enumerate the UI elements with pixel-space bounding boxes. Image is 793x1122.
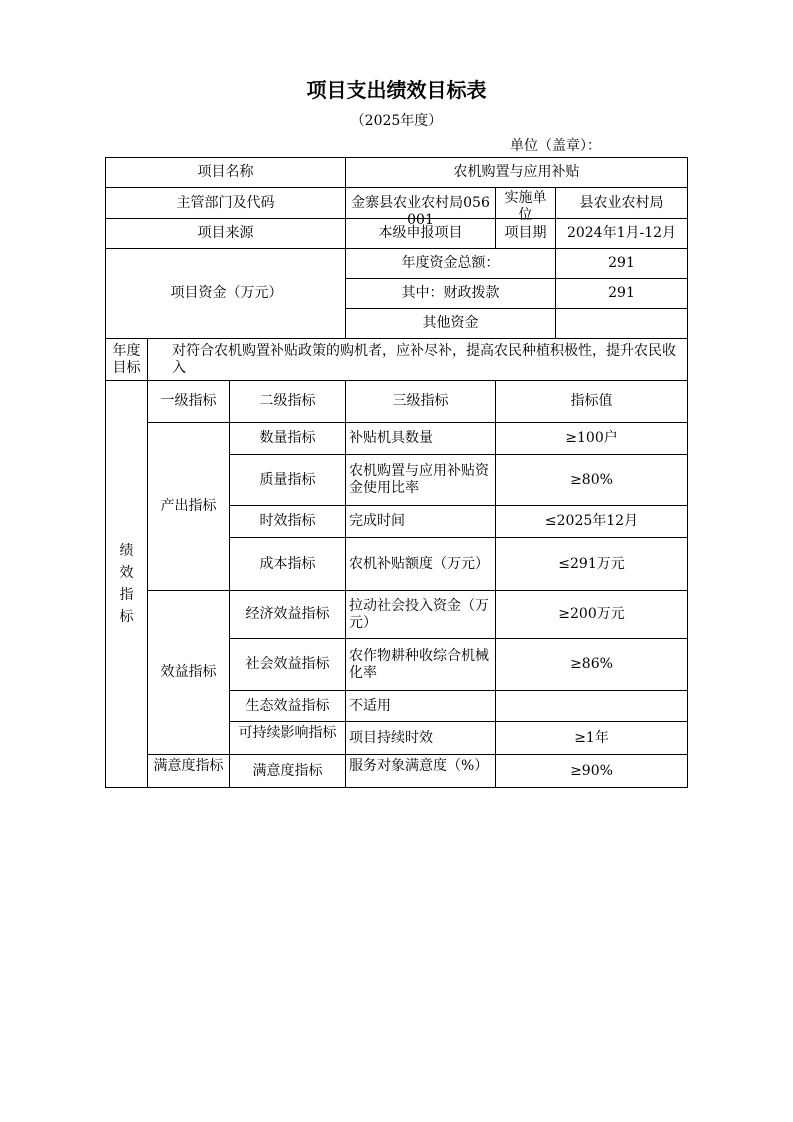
level3-cell (346, 755, 496, 788)
impl-unit-label (496, 188, 556, 223)
level3-cell-text: 服务对象满意度（%） (349, 758, 489, 774)
level2-cell (230, 722, 346, 755)
source-value: 本级申报项目 (346, 219, 496, 249)
level2-cell: 成本指标 (230, 538, 346, 591)
table-row (106, 158, 688, 188)
level3-cell: 拉动社会投入资金（万元） (346, 591, 496, 639)
impl-unit-label-text: 实施单位 (504, 190, 547, 223)
funds-label-text: 项目资金（万元） (170, 285, 283, 301)
table-row (106, 755, 688, 788)
table-row (106, 249, 688, 279)
header-level2: 二级指标 (230, 381, 346, 423)
output-indicator-label: 产出指标 (148, 423, 230, 591)
header-level1: 一级指标 (148, 381, 230, 423)
funds-fiscal-value: 291 (556, 279, 688, 309)
table-row (106, 188, 688, 219)
unit-seal-label: 单位（盖章）： (510, 138, 601, 154)
value-cell: ≥86% (496, 639, 688, 691)
value-cell (496, 691, 688, 722)
funds-total-value: 291 (556, 249, 688, 279)
period-value-text: 2024年1月-12月 (566, 225, 677, 241)
header-level3: 三级指标 (346, 381, 496, 423)
dept-value-text: 金寨县农业农村局056001 (351, 194, 490, 228)
funds-total-label: 年度资金总额： (346, 249, 556, 279)
value-cell: ≥1年 (496, 722, 688, 755)
satisfaction-indicator-label (148, 755, 230, 788)
project-name-label: 项目名称 (106, 158, 346, 188)
value-cell: ≥80% (496, 455, 688, 506)
annual-goal-label (106, 339, 148, 381)
funds-other-label: 其他资金 (346, 309, 556, 339)
level2-cell: 质量指标 (230, 455, 346, 506)
period-value (556, 219, 688, 249)
level2-cell: 数量指标 (230, 423, 346, 455)
impl-unit-value: 县农业农村局 (556, 188, 688, 219)
benefit-indicator-label: 效益指标 (148, 591, 230, 755)
table-row (106, 339, 688, 381)
dept-label: 主管部门及代码 (106, 188, 346, 219)
level2-cell: 时效指标 (230, 506, 346, 538)
table-row (106, 219, 688, 249)
funds-other-value (556, 309, 688, 339)
level3-cell: 农机购置与应用补贴资金使用比率 (346, 455, 496, 506)
value-cell: ≥90% (496, 755, 688, 788)
level2-cell-text: 可持续影响指标 (238, 725, 337, 741)
table-row (106, 591, 688, 639)
annual-goal-label-text: 年度目标 (112, 342, 141, 376)
level3-cell: 不适用 (346, 691, 496, 722)
period-label: 项目期 (496, 219, 556, 249)
value-cell: ≤2025年12月 (496, 506, 688, 538)
performance-label-text: 绩效指标 (119, 543, 134, 625)
performance-target-table (105, 157, 688, 788)
value-cell: ≥100户 (496, 423, 688, 455)
level2-cell: 生态效益指标 (230, 691, 346, 722)
table-row (106, 381, 688, 423)
level2-cell: 满意度指标 (230, 755, 346, 788)
source-label: 项目来源 (106, 219, 346, 249)
level3-cell: 农机补贴额度（万元） (346, 538, 496, 591)
value-cell: ≥200万元 (496, 591, 688, 639)
level3-cell: 农作物耕种收综合机械化率 (346, 639, 496, 691)
funds-fiscal-label: 其中：财政拨款 (346, 279, 556, 309)
fiscal-year: （2025年度） (350, 113, 443, 129)
level3-cell: 补贴机具数量 (346, 423, 496, 455)
level3-cell: 完成时间 (346, 506, 496, 538)
value-cell: ≤291万元 (496, 538, 688, 591)
level3-cell: 项目持续时效 (346, 722, 496, 755)
level2-cell: 社会效益指标 (230, 639, 346, 691)
satisfaction-indicator-label-text: 满意度指标 (153, 758, 224, 774)
page-title: 项目支出绩效目标表 (306, 78, 487, 102)
project-name-value: 农机购置与应用补贴 (346, 158, 688, 188)
level2-cell: 经济效益指标 (230, 591, 346, 639)
performance-label (106, 381, 148, 788)
annual-goal-text: 对符合农机购置补贴政策的购机者，应补尽补，提高农民种植积极性，提升农民收入 (148, 339, 688, 381)
dept-value (346, 188, 496, 228)
funds-label (106, 249, 346, 339)
table-row (106, 423, 688, 455)
header-value: 指标值 (496, 381, 688, 423)
